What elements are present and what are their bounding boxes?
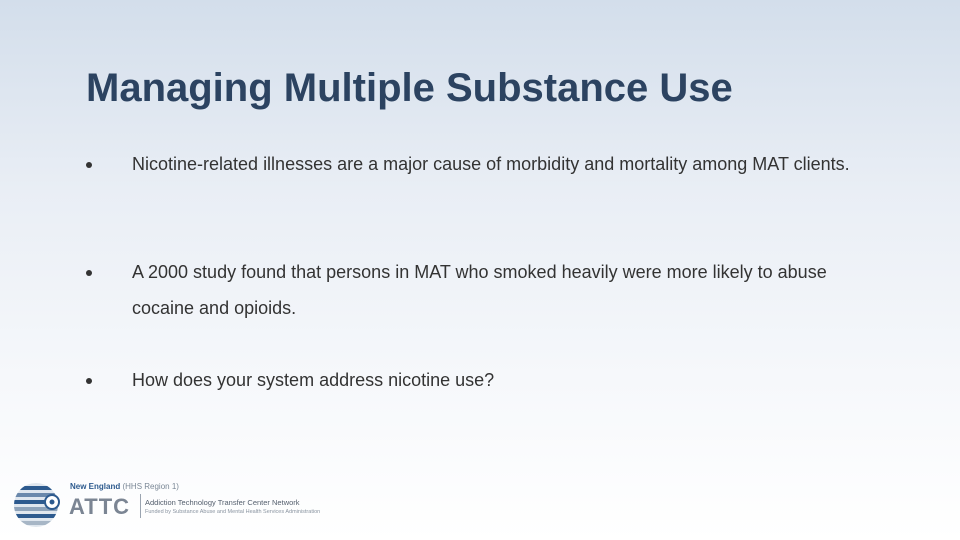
- logo-name: ATTC: [69, 494, 131, 519]
- logo-region: [70, 482, 179, 491]
- bullet-dot-icon: [86, 270, 92, 276]
- logo-region-sub: (HHS Region 1): [122, 482, 179, 491]
- logo-tagline: Addiction Technology Transfer Center Network: [145, 498, 300, 507]
- logo-region-name: New England: [70, 482, 121, 491]
- attc-logo: [12, 476, 321, 536]
- bullet-item: [132, 362, 872, 398]
- bullet-text: A 2000 study found that persons in MAT who smoked heavily were more likely to abuse cocaine and opioids.: [132, 262, 827, 318]
- bullet-dot-icon: [86, 378, 92, 384]
- bullet-text: Nicotine-related illnesses are a major cause of morbidity and mortality among MAT clients.: [132, 154, 850, 174]
- bullet-item: [132, 254, 872, 326]
- logo-subtagline: Funded by Substance Abuse and Mental Health Services Administration: [145, 509, 321, 515]
- bullet-text: How does your system address nicotine use?: [132, 370, 495, 390]
- slide-title: Managing Multiple Substance Use: [86, 66, 733, 110]
- globe-network-icon: [12, 478, 64, 532]
- bullet-dot-icon: [86, 162, 92, 168]
- logo-divider: [140, 494, 141, 518]
- bullet-item: [132, 146, 872, 182]
